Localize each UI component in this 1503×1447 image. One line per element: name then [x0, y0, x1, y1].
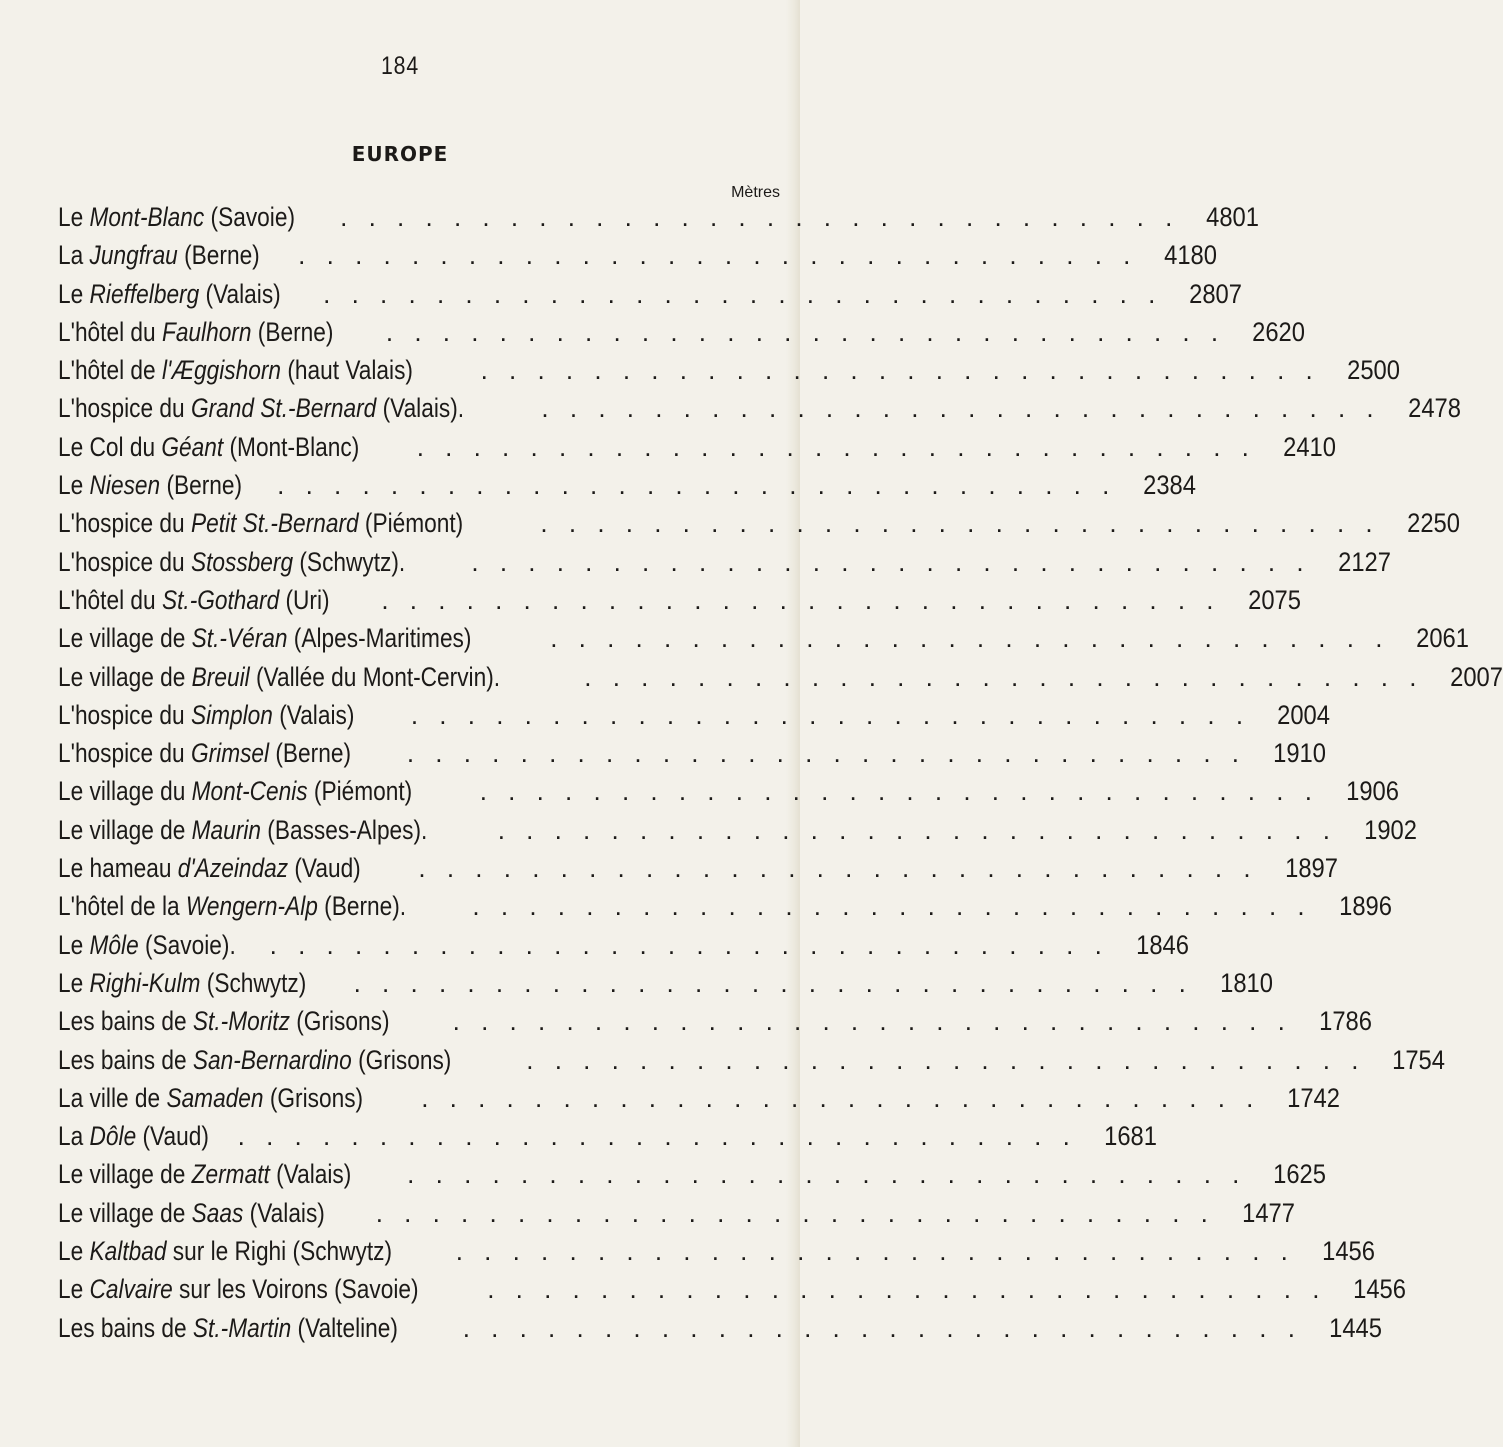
- entry-place: Simplon: [190, 699, 273, 730]
- entry-prefix: Le village du: [58, 776, 192, 807]
- entry-prefix: La: [58, 1121, 90, 1152]
- entry-place: Stossberg: [190, 546, 294, 577]
- entry-name: [58, 1083, 363, 1114]
- entry-suffix: (Berne): [160, 470, 243, 501]
- entry-altitude: 1846: [1135, 929, 1189, 960]
- entry-suffix: sur les Voirons (Savoie): [172, 1274, 419, 1305]
- dot-leader: . . . . . . . . . . . . . . . . . . . . . . . . . . . . . .: [455, 1236, 1295, 1267]
- entry-place: Samaden: [166, 1082, 264, 1113]
- entry-suffix: (Berne): [177, 240, 260, 271]
- entry-prefix: Le: [58, 1236, 90, 1267]
- entry-altitude: 2075: [1247, 584, 1301, 615]
- entry-prefix: Le village de: [58, 814, 192, 845]
- dot-leader: . . . . . . . . . . . . . . . . . . . . . . . . . . . . . .: [418, 853, 1258, 884]
- entry-place: St.-Véran: [191, 623, 288, 654]
- dot-leader: . . . . . . . . . . . . . . . . . . . . . . . . . . . . . .: [340, 202, 1180, 232]
- entry-altitude: 1896: [1338, 891, 1392, 922]
- entry-prefix: Le village de: [58, 661, 192, 692]
- entry-altitude: 4801: [1206, 202, 1260, 232]
- entry-prefix: Le: [58, 1274, 90, 1305]
- entry-suffix: (Vaud): [136, 1121, 209, 1152]
- section-title: EUROPE: [351, 142, 449, 166]
- entry-place: Grand St.-Bernard: [190, 393, 377, 424]
- entry-prefix: L'hospice du: [58, 738, 191, 769]
- dot-leader: . . . . . . . . . . . . . . . . . . . . . . . . . . . . . .: [385, 316, 1226, 347]
- list-item: [58, 891, 1392, 929]
- dot-leader: . . . . . . . . . . . . . . . . . . . . . . . . . . . . . .: [480, 355, 1320, 386]
- entry-suffix: (Berne).: [317, 891, 407, 922]
- entry-suffix: (Piémont): [307, 776, 413, 807]
- list-item: [58, 814, 1417, 853]
- entry-name: [58, 547, 405, 578]
- entry-prefix: Le: [58, 967, 90, 998]
- dot-leader: . . . . . . . . . . . . . . . . . . . . . . . . . . . . . .: [540, 508, 1380, 539]
- entry-altitude: 1902: [1364, 814, 1417, 845]
- entry-name: [58, 585, 330, 616]
- entry-prefix: Le hameau: [58, 853, 178, 884]
- entry-prefix: La: [58, 240, 90, 271]
- entry-suffix: (Vallée du Mont-Cervin).: [249, 661, 501, 692]
- entry-suffix: (Schwytz): [200, 967, 307, 998]
- entry-prefix: Le: [58, 470, 90, 501]
- dot-leader: . . . . . . . . . . . . . . . . . . . . . . . . . . . . . .: [421, 1082, 1261, 1113]
- entry-name: [58, 1313, 398, 1344]
- page-number: 184: [380, 52, 420, 80]
- entry-suffix: (Berne): [269, 738, 352, 769]
- list-item: [58, 623, 1470, 661]
- entry-place: Wengern-Alp: [185, 891, 318, 922]
- entry-prefix: L'hospice du: [58, 699, 191, 730]
- entry-place: St.-Martin: [192, 1312, 292, 1343]
- entry-altitude: 1906: [1346, 776, 1399, 807]
- dot-leader: . . . . . . . . . . . . . . . . . . . . . . . . . . . . . .: [471, 546, 1311, 577]
- entry-name: [58, 355, 413, 386]
- entry-prefix: L'hôtel de la: [58, 891, 186, 922]
- list-item: [58, 202, 1260, 240]
- entry-place: Faulhorn: [161, 316, 252, 347]
- entry-place: Righi-Kulm: [89, 967, 201, 998]
- list-item: [58, 1312, 1382, 1351]
- entry-altitude: 2384: [1143, 470, 1197, 501]
- list-item: [58, 967, 1273, 1006]
- list-item: [58, 776, 1399, 814]
- dot-leader: . . . . . . . . . . . . . . . . . . . . . . . . . . . . . .: [550, 623, 1390, 654]
- entry-name: [58, 662, 500, 693]
- entry-suffix: (Valais): [199, 278, 281, 309]
- list-item: [58, 278, 1243, 317]
- entry-name: [58, 1045, 451, 1076]
- entry-prefix: La ville de: [58, 1082, 167, 1113]
- entry-suffix: (Schwytz).: [293, 546, 406, 577]
- entry-suffix: (Basses-Alpes).: [260, 814, 428, 845]
- entry-suffix: (Valais).: [376, 393, 465, 424]
- entry-place: Calvaire: [89, 1274, 173, 1305]
- entry-name: [58, 202, 295, 233]
- list-item: [58, 1236, 1375, 1274]
- entry-suffix: (Valais): [272, 699, 355, 730]
- list-item: [58, 431, 1336, 470]
- entry-suffix: (Grisons): [263, 1082, 364, 1113]
- dot-leader: . . . . . . . . . . . . . . . . . . . . . . . . . . . . . .: [381, 584, 1221, 615]
- entry-name: [58, 1198, 325, 1229]
- dot-leader: . . . . . . . . . . . . . . . . . . . . . . . . . . . . . .: [353, 967, 1193, 998]
- entry-name: [58, 891, 406, 922]
- dot-leader: . . . . . . . . . . . . . . . . . . . . . . . . . . . . . .: [277, 470, 1117, 501]
- entry-name: [58, 738, 351, 769]
- dot-leader: . . . . . . . . . . . . . . . . . . . . . . . . . . . . . .: [541, 393, 1381, 424]
- entry-altitude: 1810: [1219, 967, 1273, 998]
- entry-place: Kaltbad: [89, 1236, 167, 1267]
- entry-place: St.-Gothard: [161, 584, 280, 615]
- list-item: [58, 470, 1197, 508]
- dot-leader: . . . . . . . . . . . . . . . . . . . . . . . . . . . . . .: [416, 431, 1256, 462]
- list-item: [58, 699, 1331, 738]
- entry-place: St.-Moritz: [192, 1006, 290, 1037]
- entry-suffix: (Berne): [251, 316, 334, 347]
- entry-name: [58, 700, 354, 731]
- entry-prefix: Le village de: [58, 1159, 192, 1190]
- entry-name: [58, 623, 471, 654]
- entry-prefix: Le: [58, 929, 90, 960]
- list-item: [58, 355, 1400, 393]
- list-item: [58, 1044, 1446, 1083]
- dot-leader: . . . . . . . . . . . . . . . . . . . . . . . . . . . . . .: [375, 1197, 1215, 1228]
- entry-altitude: 2007: [1450, 661, 1503, 692]
- list-item: [58, 240, 1218, 278]
- entry-place: Zermatt: [191, 1159, 270, 1190]
- entry-altitude: 2807: [1189, 278, 1243, 309]
- list-item: [58, 1006, 1372, 1044]
- dot-leader: . . . . . . . . . . . . . . . . . . . . . . . . . . . . . .: [462, 1312, 1302, 1343]
- entry-prefix: Le village de: [58, 1197, 192, 1228]
- dot-leader: . . . . . . . . . . . . . . . . . . . . . . . . . . . . . .: [452, 1006, 1292, 1037]
- entry-place: Mont-Blanc: [89, 202, 205, 232]
- entry-altitude: 1910: [1273, 738, 1327, 769]
- entry-prefix: Le village de: [58, 623, 192, 654]
- entry-name: [58, 1236, 392, 1267]
- entry-suffix: (Mont-Blanc): [223, 431, 360, 462]
- entry-suffix: (Savoie): [204, 202, 296, 232]
- entry-altitude: 2620: [1252, 316, 1306, 347]
- entry-name: [58, 432, 359, 463]
- list-item: [58, 1274, 1407, 1312]
- entry-name: [58, 1159, 351, 1190]
- list-item: [58, 853, 1338, 891]
- entry-suffix: (Valteline): [291, 1312, 398, 1343]
- entry-suffix: (Piémont): [358, 508, 464, 539]
- entry-suffix: (Uri): [279, 584, 330, 615]
- entry-place: d'Azeindaz: [177, 853, 289, 884]
- list-item: [58, 316, 1306, 355]
- entry-suffix: (Savoie).: [138, 929, 236, 960]
- entry-place: San-Bernardino: [192, 1044, 352, 1075]
- entry-altitude: 1445: [1329, 1312, 1382, 1343]
- entry-suffix: (Valais): [269, 1159, 352, 1190]
- entry-altitude: 2127: [1337, 546, 1391, 577]
- entry-prefix: L'hospice du: [58, 508, 191, 539]
- entry-place: Niesen: [89, 470, 161, 501]
- entry-place: Grimsel: [190, 738, 270, 769]
- list-item: [58, 546, 1391, 585]
- unit-label: Mètres: [731, 184, 780, 201]
- entry-altitude: 1754: [1392, 1044, 1446, 1075]
- list-item: [58, 508, 1460, 546]
- entry-place: Saas: [191, 1197, 244, 1228]
- entry-name: [58, 1006, 390, 1037]
- entry-altitude: 1786: [1318, 1006, 1372, 1037]
- dot-leader: . . . . . . . . . . . . . . . . . . . . . . . . . . . . . .: [584, 661, 1424, 692]
- entry-altitude: 1625: [1273, 1159, 1327, 1190]
- entry-suffix: (Grisons): [351, 1044, 452, 1075]
- entry-altitude: 2500: [1346, 355, 1400, 386]
- list-item: [58, 929, 1189, 968]
- entry-suffix: (haut Valais): [281, 355, 413, 386]
- entry-altitude: 1456: [1322, 1236, 1375, 1267]
- entry-place: Géant: [161, 431, 224, 462]
- altitude-list: [58, 202, 1503, 1351]
- entry-place: Maurin: [191, 814, 261, 845]
- entry-name: [58, 1274, 419, 1305]
- entry-place: Dôle: [89, 1121, 137, 1152]
- entry-altitude: 2478: [1407, 393, 1461, 424]
- list-item: [58, 1121, 1157, 1159]
- entry-prefix: Les bains de: [58, 1006, 193, 1037]
- entry-name: [58, 815, 427, 846]
- entry-place: Jungfrau: [89, 240, 178, 271]
- entry-prefix: Le: [58, 202, 90, 232]
- entry-name: [58, 1121, 209, 1152]
- dot-leader: . . . . . . . . . . . . . . . . . . . . . . . . . . . . . .: [497, 814, 1337, 845]
- entry-name: [58, 930, 236, 961]
- entry-altitude: 1477: [1242, 1197, 1295, 1228]
- dot-leader: . . . . . . . . . . . . . . . . . . . . . . . . . . . . . .: [237, 1121, 1077, 1152]
- entry-name: [58, 317, 333, 348]
- entry-prefix: L'hôtel du: [58, 584, 162, 615]
- list-item: [58, 1159, 1327, 1197]
- entry-altitude: 2410: [1283, 431, 1336, 462]
- entry-prefix: Les bains de: [58, 1044, 193, 1075]
- entry-prefix: Le Col du: [58, 431, 162, 462]
- entry-place: Breuil: [191, 661, 250, 692]
- entry-name: [58, 393, 464, 424]
- dot-leader: . . . . . . . . . . . . . . . . . . . . . . . . . . . . . .: [323, 278, 1163, 309]
- dot-leader: . . . . . . . . . . . . . . . . . . . . . . . . . . . . . .: [406, 738, 1247, 769]
- entry-place: l'Æggishorn: [161, 355, 282, 386]
- entry-place: Mont-Cenis: [191, 776, 308, 807]
- dot-leader: . . . . . . . . . . . . . . . . . . . . . . . . . . . . . .: [407, 1159, 1247, 1190]
- list-item: [58, 1082, 1341, 1121]
- entry-suffix: (Valais): [243, 1197, 325, 1228]
- entry-suffix: sur le Righi (Schwytz): [166, 1236, 393, 1267]
- entry-place: Petit St.-Bernard: [190, 508, 359, 539]
- entry-place: Môle: [89, 929, 139, 960]
- entry-name: [58, 470, 242, 501]
- dot-leader: . . . . . . . . . . . . . . . . . . . . . . . . . . . . . .: [472, 891, 1312, 922]
- list-item: [58, 661, 1503, 700]
- entry-name: [58, 968, 306, 999]
- dot-leader: . . . . . . . . . . . . . . . . . . . . . . . . . . . . . .: [479, 776, 1319, 807]
- list-item: [58, 1197, 1295, 1236]
- entry-suffix: (Alpes-Maritimes): [287, 623, 472, 654]
- entry-name: [58, 279, 281, 310]
- dot-leader: . . . . . . . . . . . . . . . . . . . . . . . . . . . . . .: [269, 929, 1109, 960]
- entry-prefix: L'hospice du: [58, 546, 191, 577]
- entry-name: [58, 240, 260, 271]
- entry-altitude: 1681: [1103, 1121, 1157, 1152]
- entry-altitude: 2250: [1406, 508, 1460, 539]
- dot-leader: . . . . . . . . . . . . . . . . . . . . . . . . . . . . . .: [487, 1274, 1327, 1305]
- entry-prefix: L'hospice du: [58, 393, 191, 424]
- entry-prefix: L'hôtel de: [58, 355, 162, 386]
- dot-leader: . . . . . . . . . . . . . . . . . . . . . . . . . . . . . .: [526, 1044, 1366, 1075]
- entry-prefix: Les bains de: [58, 1312, 193, 1343]
- dot-leader: . . . . . . . . . . . . . . . . . . . . . . . . . . . . . .: [410, 699, 1251, 730]
- list-item: [58, 393, 1461, 431]
- entry-altitude: 4180: [1164, 240, 1218, 271]
- entry-altitude: 1456: [1353, 1274, 1407, 1305]
- entry-prefix: L'hôtel du: [58, 316, 162, 347]
- entry-altitude: 2004: [1277, 699, 1331, 730]
- list-item: [58, 738, 1327, 776]
- entry-suffix: (Vaud): [288, 853, 361, 884]
- entry-place: Rieffelberg: [89, 278, 200, 309]
- entry-name: [58, 776, 412, 807]
- entry-name: [58, 853, 361, 884]
- list-item: [58, 584, 1301, 623]
- entry-name: [58, 508, 463, 539]
- entry-altitude: 1742: [1287, 1082, 1341, 1113]
- entry-suffix: (Grisons): [289, 1006, 390, 1037]
- entry-altitude: 1897: [1284, 853, 1338, 884]
- entry-altitude: 2061: [1416, 623, 1470, 654]
- dot-leader: . . . . . . . . . . . . . . . . . . . . . . . . . . . . . .: [298, 240, 1138, 271]
- entry-prefix: Le: [58, 278, 90, 309]
